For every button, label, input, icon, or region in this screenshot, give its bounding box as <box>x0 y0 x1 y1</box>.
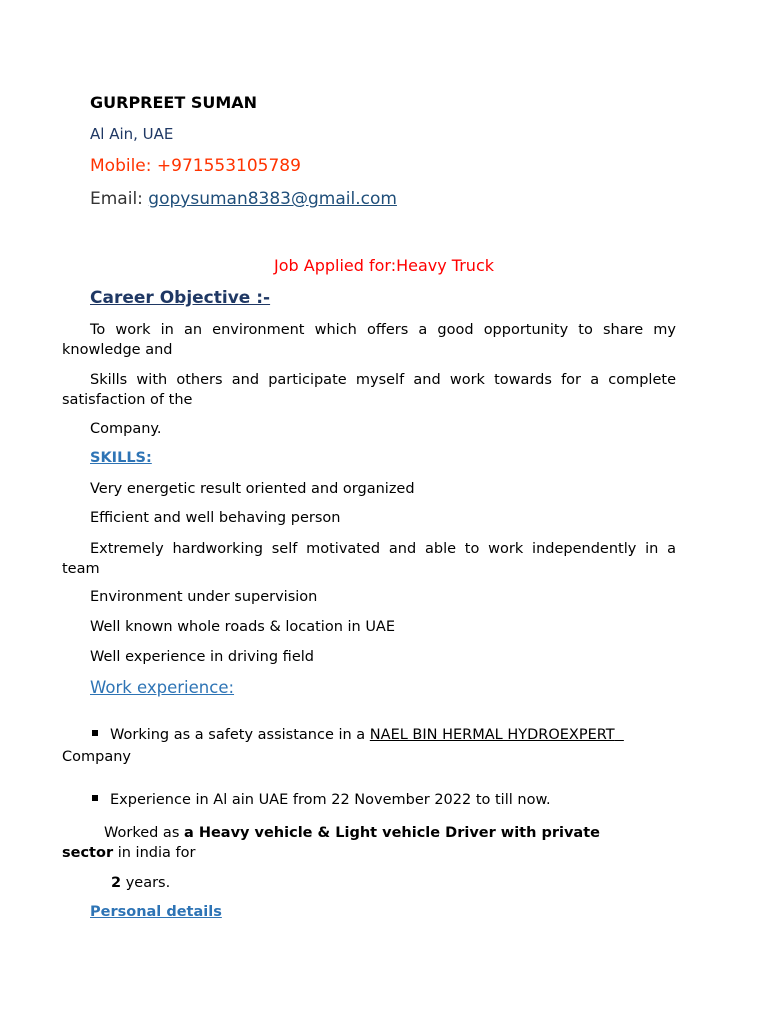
career-objective-paragraph-2: Skills with others and participate myself and work towards for a complete satisfaction of the <box>62 372 676 408</box>
personal-details-heading: Personal details <box>90 904 222 920</box>
mobile-number: Mobile: +971553105789 <box>90 156 301 176</box>
square-bullet-icon <box>92 795 98 801</box>
driver-experience-line-1: Worked as a Heavy vehicle & Light vehicle Driver with private <box>104 825 600 841</box>
work-experience-item-2 <box>92 792 551 808</box>
location: Al Ain, UAE <box>90 125 174 143</box>
skill-item: Well experience in driving field <box>90 649 314 665</box>
work-item-text: Working as a safety assistance in a <box>110 727 370 743</box>
skill-item: Environment under supervision <box>90 589 318 605</box>
work-experience-heading: Work experience: <box>90 678 235 697</box>
email-line <box>90 189 397 209</box>
career-objective-paragraph-3: Company. <box>90 421 162 437</box>
driver-experience-years: 2 years. <box>111 875 171 891</box>
job-applied-for: Job Applied for:Heavy Truck <box>274 256 494 275</box>
work-item-company-suffix: Company <box>62 749 131 765</box>
company-name: NAEL BIN HERMAL HYDROEXPERT <box>369 727 615 743</box>
work-experience-item-1 <box>92 727 624 743</box>
career-objective-paragraph-1: To work in an environment which offers a good opportunity to share my knowledge and <box>62 322 676 358</box>
career-objective-heading: Career Objective :- <box>90 288 271 308</box>
driver-experience-line-2: sector in india for <box>62 845 196 861</box>
skill-item: Efficient and well behaving person <box>90 510 341 526</box>
square-bullet-icon <box>92 730 98 736</box>
skills-heading: SKILLS: <box>90 450 152 466</box>
work-item-text: Experience in Al ain UAE from 22 November 2022 to till now. <box>110 792 551 808</box>
email-link[interactable]: gopysuman8383@gmail.com <box>148 189 397 209</box>
email-label: Email: <box>90 189 149 209</box>
skill-item: Extremely hardworking self motivated and able to work independently in a team <box>62 541 676 577</box>
skill-item: Very energetic result oriented and organized <box>90 481 415 497</box>
applicant-name: GURPREET SUMAN <box>90 93 258 112</box>
skill-item: Well known whole roads & location in UAE <box>90 619 396 635</box>
